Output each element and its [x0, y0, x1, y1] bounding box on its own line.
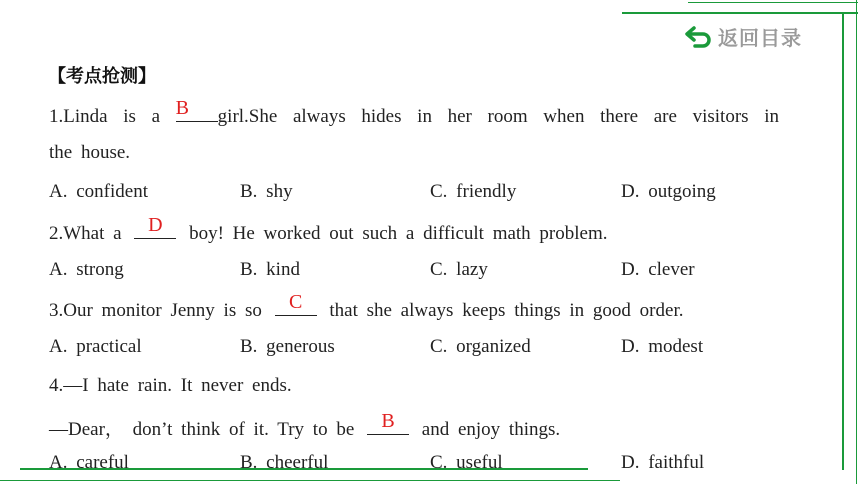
q1-option-b: B. shy — [240, 181, 293, 202]
section-title: 【考点抢测】 — [48, 66, 156, 87]
question-1-stem-before: 1.Linda is a — [49, 106, 160, 127]
frame-top-line-thin — [688, 2, 858, 3]
q1-option-d: D. outgoing — [621, 181, 716, 202]
answer-3: C — [288, 291, 303, 313]
question-1-stem-line2: the house. — [49, 142, 131, 163]
question-1-stem — [49, 97, 779, 128]
q1-option-a: A. confident — [49, 181, 148, 202]
q4-option-c: C. useful — [430, 452, 503, 473]
q4-option-b: B. cheerful — [240, 452, 329, 473]
question-3-stem-before: 3.Our monitor Jenny is so — [49, 300, 262, 321]
q1-option-c: C. friendly — [430, 181, 517, 202]
answer-blank-4 — [367, 410, 409, 435]
frame-right-line — [842, 12, 844, 470]
question-4-stem-before: —Dear， don’t think of it. Try to be — [49, 419, 355, 440]
question-4-stem-line1: 4.—I hate rain. It never ends. — [49, 375, 292, 396]
question-2-stem-after: boy! He worked out such a difficult math problem. — [189, 223, 608, 244]
q4-option-a: A. careful — [49, 452, 129, 473]
question-3-stem — [49, 291, 684, 322]
answer-1: B — [175, 97, 190, 119]
q2-option-c: C. lazy — [430, 259, 488, 280]
question-2-stem-before: 2.What a — [49, 223, 122, 244]
frame-top-line — [622, 12, 858, 14]
back-label: 返回目录 — [718, 26, 802, 50]
q3-option-a: A. practical — [49, 336, 142, 357]
q4-option-d: D. faithful — [621, 452, 705, 473]
return-arrow-icon — [684, 24, 714, 50]
q3-option-b: B. generous — [240, 336, 335, 357]
answer-4: B — [381, 410, 395, 432]
answer-blank-1 — [175, 97, 218, 122]
question-2-stem — [49, 214, 608, 245]
frame-right-line-thin — [856, 0, 857, 484]
frame-bottom-line-thin — [0, 480, 620, 481]
q3-option-c: C. organized — [430, 336, 531, 357]
q2-option-b: B. kind — [240, 259, 300, 280]
answer-2: D — [148, 214, 163, 236]
question-4-stem-after: and enjoy things. — [421, 419, 561, 440]
question-4-stem — [49, 410, 561, 441]
q3-option-d: D. modest — [621, 336, 704, 357]
question-1-stem-after: girl.She always hides in her room when there are visitors in — [217, 106, 779, 127]
answer-blank-3 — [275, 291, 317, 316]
q2-option-a: A. strong — [49, 259, 124, 280]
q2-option-d: D. clever — [621, 259, 695, 280]
back-to-contents-button[interactable] — [684, 22, 802, 51]
question-3-stem-after: that she always keeps things in good order. — [329, 300, 684, 321]
answer-blank-2 — [134, 214, 176, 239]
